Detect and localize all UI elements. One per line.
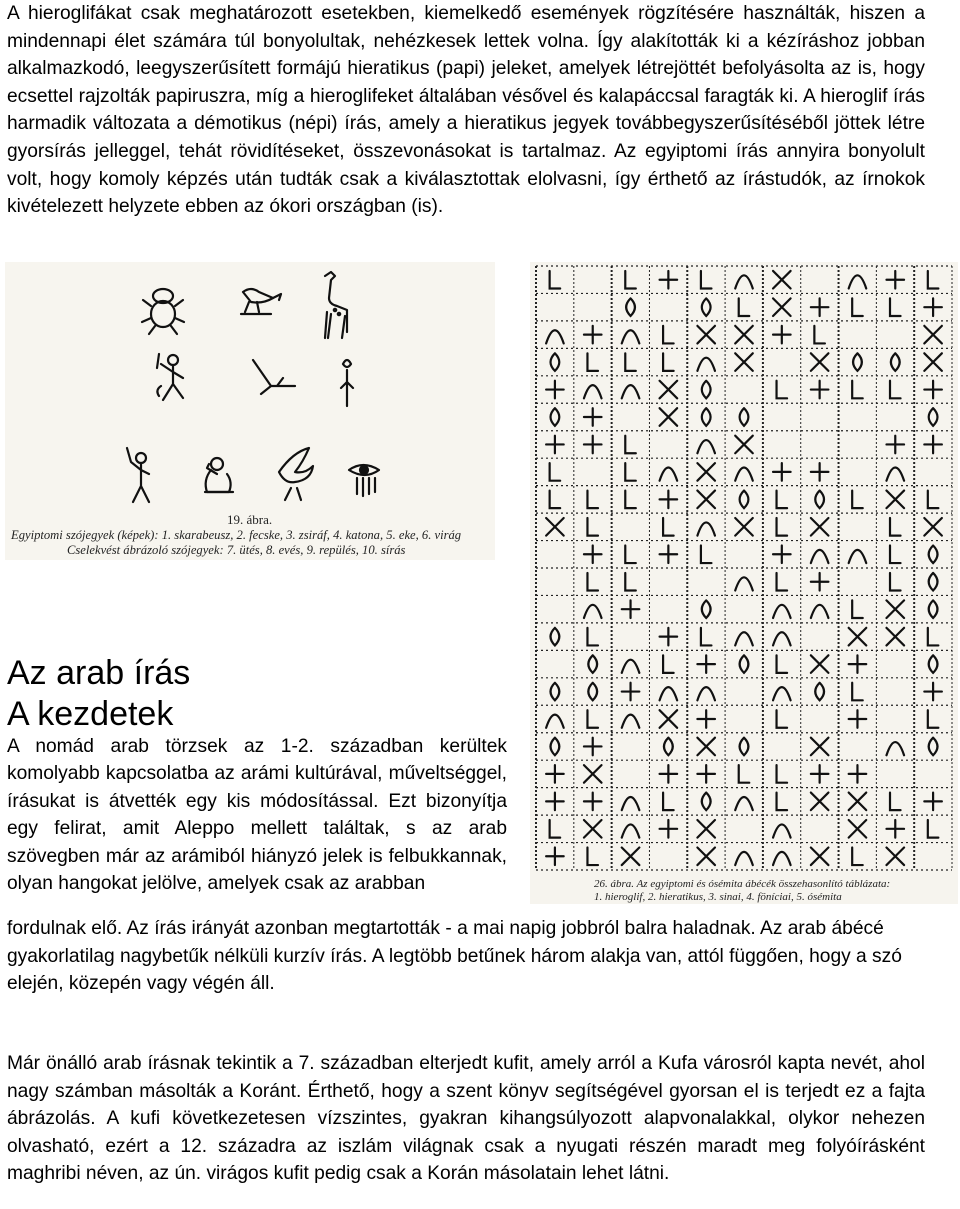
alphabet-glyph [587, 518, 598, 536]
alphabet-glyph [740, 655, 749, 673]
eating-glyph [205, 458, 233, 492]
alphabet-glyph [551, 683, 560, 701]
alphabet-glyph [891, 353, 900, 371]
alphabet-glyph [702, 600, 711, 618]
alphabet-glyph [890, 298, 901, 316]
beginnings-paragraph: A nomád arab törzsek az 1-2. században kerültek komolyabb kapcsolatba az arámi kultúrával, műveltséggel, írásukat is átvették egy kis módosítással. Ezt bizonyítja egy felirat, amit Aleppo mellett találtak, s az arab szövegben már az arámiból hiányzó jelek is felbukkannak, olyan hangokat jelölve, amelyek csak az arabban [7, 736, 507, 895]
alphabet-glyph [811, 605, 829, 618]
alphabet-glyph [546, 847, 564, 865]
intro-paragraph: A hieroglifákat csak meghatározott esetekben, kiemelkedő események rögzítésére használták, hiszen a mindennapi élet számára túl bonyolultak, nehézkesek lettek volna. Így alakították ki a kézíráshoz jobban alkalmazkodó, leegyszerűsített formájú hieratikus (papi) jeleket, amelyek létrejöttét befolyásolta az is, hogy ecsettel rajzolták papiruszra, míg a hieroglifeket általában vésővel és kalapáccsal faragták ki. A hieroglif írás harmadik változata a démotikus (népi) írás, amely a hieratikus jegyek továbbegyszerűsítéséből jöttek létre gyorsírás jelleggel, tehát rövidítéseket, összevonásokat is tartalmaz. Az egyiptomi írás annyira bonyolult volt, hogy komoly képzés után tudták csak a kiválasztottak elolvasni, így érthető az írástudók, az írnokok kivételezett helyzete ebben az ókori országban (is). [7, 3, 925, 218]
alphabet-glyph [697, 491, 715, 509]
alphabet-glyph [852, 298, 863, 316]
alphabet-glyph [660, 491, 678, 509]
alphabet-glyph [697, 463, 715, 481]
alphabet-glyph [928, 491, 939, 509]
alphabet-glyph [550, 820, 561, 838]
alphabet-glyph [852, 381, 863, 399]
alphabet-glyph [814, 326, 825, 344]
flower-glyph [341, 360, 353, 406]
alphabet-glyph [849, 765, 867, 783]
alphabet-glyph [811, 463, 829, 481]
alphabet-glyph [546, 436, 564, 454]
alphabet-glyph [890, 793, 901, 811]
alphabet-glyph [625, 271, 636, 289]
alphabet-glyph [625, 545, 636, 563]
alphabet-glyph [735, 518, 753, 536]
alphabet-glyph [886, 847, 904, 865]
alphabet-glyph [584, 385, 602, 398]
figure-19-label: 19. ábra. [227, 512, 273, 527]
alphabet-glyph [773, 463, 791, 481]
alphabet-glyph [587, 573, 598, 591]
alphabet-glyph [924, 381, 942, 399]
alphabet-glyph [584, 605, 602, 618]
alphabet-glyph [735, 275, 753, 288]
alphabet-glyph [886, 742, 904, 755]
alphabet-glyph [660, 545, 678, 563]
alphabet-glyph [773, 824, 791, 837]
alphabet-glyph [811, 353, 829, 371]
striking-glyph [127, 448, 149, 502]
alphabet-glyph [550, 491, 561, 509]
alphabet-glyph [735, 632, 753, 645]
alphabet-glyph [853, 353, 862, 371]
alphabet-glyph [740, 491, 749, 509]
alphabet-glyph [546, 793, 564, 811]
alphabet-glyph [777, 381, 788, 399]
alphabet-glyph [588, 683, 597, 701]
alphabet-glyph [777, 793, 788, 811]
alphabet-glyph [890, 545, 901, 563]
alphabet-glyph [924, 793, 942, 811]
alphabet-glyph [697, 440, 715, 453]
weeping-glyph [349, 465, 379, 496]
alphabet-glyph [811, 381, 829, 399]
alphabet-glyph [811, 655, 829, 673]
alphabet-glyph [735, 852, 753, 865]
section-heading: Az arab írás [7, 654, 191, 692]
alphabet-glyph [886, 491, 904, 509]
alphabet-glyph [928, 710, 939, 728]
alphabet-glyph [886, 600, 904, 618]
alphabet-glyph [584, 738, 602, 756]
alphabet-glyph [811, 298, 829, 316]
alphabet-glyph [587, 491, 598, 509]
alphabet-glyph [777, 710, 788, 728]
alphabet-glyph [886, 436, 904, 454]
alphabet-glyph [849, 275, 867, 288]
alphabet-glyph [546, 330, 564, 343]
alphabet-glyph [849, 628, 867, 646]
alphabet-glyph [811, 550, 829, 563]
alphabet-glyph [625, 353, 636, 371]
alphabet-glyph [625, 491, 636, 509]
alphabet-glyph [702, 298, 711, 316]
alphabet-glyph [849, 793, 867, 811]
figure-26-caption-line2: 1. hieroglif, 2. hieratikus, 3. sinai, 4. föníciai, 5. ósémita [594, 891, 842, 903]
alphabet-glyph [929, 573, 938, 591]
alphabet-glyph [886, 468, 904, 481]
soldier-glyph [157, 354, 183, 400]
alphabet-glyph [587, 353, 598, 371]
alphabet-glyph [740, 738, 749, 756]
alphabet-glyph [701, 271, 712, 289]
alphabet-glyph [660, 408, 678, 426]
alphabet-glyph [546, 765, 564, 783]
alphabet-glyph [929, 655, 938, 673]
alphabet-glyph [928, 628, 939, 646]
alphabet-glyph [622, 385, 640, 398]
alphabet-glyph [739, 298, 750, 316]
figure-26-caption-line1: 26. ábra. Az egyiptomi és ósémita ábécék összehasonlító táblázata: [594, 878, 891, 890]
alphabet-glyph [929, 600, 938, 618]
alphabet-glyph [701, 545, 712, 563]
alphabet-glyph [622, 600, 640, 618]
alphabet-glyph [625, 463, 636, 481]
alphabet-glyph [625, 436, 636, 454]
alphabet-glyph [660, 381, 678, 399]
subsection-heading: A kezdetek [7, 695, 174, 733]
alphabet-glyph [622, 715, 640, 728]
alphabet-glyph [625, 573, 636, 591]
alphabet-glyph [852, 491, 863, 509]
alphabet-glyph [550, 271, 561, 289]
alphabet-glyph [660, 687, 678, 700]
alphabet-glyph [890, 518, 901, 536]
alphabet-glyph [735, 326, 753, 344]
figure-19-hieroglyphs [5, 262, 495, 560]
alphabet-glyph [551, 353, 560, 371]
alphabet-glyph [929, 545, 938, 563]
alphabet-glyph [622, 847, 640, 865]
alphabet-glyph [773, 271, 791, 289]
alphabet-glyph [697, 326, 715, 344]
alphabet-glyph [702, 408, 711, 426]
alphabet-glyph [928, 271, 939, 289]
alphabet-glyph [849, 550, 867, 563]
alphabet-glyph [550, 463, 561, 481]
alphabet-glyph [924, 683, 942, 701]
alphabet-glyph [626, 298, 635, 316]
plough-glyph [253, 360, 295, 394]
alphabet-glyph [811, 738, 829, 756]
alphabet-glyph [890, 573, 901, 591]
alphabet-glyph [660, 710, 678, 728]
alphabet-glyph [697, 358, 715, 371]
alphabet-glyph [929, 738, 938, 756]
beginnings-paragraph-continued: fordulnak elő. Az írás irányát azonban megtartották - a mai napig jobbról balra haladnak. Az arab ábécé gyakorlatilag nagybetűk nélküli kurzív írás. A legtöbb betűnek három alakja van, attól függően, hogy a szó elején, közepén vagy végén áll. [7, 918, 902, 995]
figure-26-alphabet-table [530, 262, 958, 904]
alphabet-glyph [663, 655, 674, 673]
alphabet-glyph [849, 655, 867, 673]
alphabet-glyph [584, 793, 602, 811]
alphabet-glyph [886, 628, 904, 646]
alphabet-table-grid [530, 262, 958, 904]
alphabet-glyph [551, 408, 560, 426]
alphabet-glyph [702, 793, 711, 811]
alphabet-glyph [815, 491, 824, 509]
alphabet-glyph [735, 797, 753, 810]
alphabet-glyph [777, 491, 788, 509]
alphabet-glyph [697, 655, 715, 673]
alphabet-glyph [773, 687, 791, 700]
alphabet-glyph [777, 655, 788, 673]
alphabet-glyph [660, 820, 678, 838]
alphabet-glyph [697, 820, 715, 838]
alphabet-glyph [551, 628, 560, 646]
alphabet-glyph [663, 326, 674, 344]
alphabet-glyph [777, 573, 788, 591]
alphabet-glyph [660, 468, 678, 481]
alphabet-glyph [773, 605, 791, 618]
alphabet-glyph [773, 545, 791, 563]
alphabet-glyph [928, 820, 939, 838]
alphabet-glyph [584, 545, 602, 563]
alphabet-glyph [587, 710, 598, 728]
alphabet-glyph [663, 518, 674, 536]
figure-19-caption-line2: Cselekvést ábrázoló szójegyek: 7. ütés, 8. evés, 9. repülés, 10. sírás [67, 543, 406, 557]
alphabet-glyph [777, 765, 788, 783]
alphabet-glyph [701, 628, 712, 646]
alphabet-glyph [849, 820, 867, 838]
alphabet-glyph [924, 353, 942, 371]
alphabet-glyph [546, 715, 564, 728]
alphabet-glyph [815, 683, 824, 701]
alphabet-glyph [852, 683, 863, 701]
alphabet-glyph [622, 797, 640, 810]
alphabet-glyph [924, 298, 942, 316]
alphabet-glyph [584, 408, 602, 426]
alphabet-glyph [890, 381, 901, 399]
alphabet-glyph [551, 738, 560, 756]
alphabet-glyph [924, 518, 942, 536]
alphabet-glyph [886, 271, 904, 289]
alphabet-glyph [622, 330, 640, 343]
kufic-paragraph: Már önálló arab írásnak tekintik a 7. században elterjedt kufit, amely arról a Kufa városról kapta nevét, ahol nagy számban másolták a Koránt. Érthető, hogy a szent könyv segítségével gyorsan el is terjedt ez a fajta ábrázolás. A kufi következetesen vízszintes, gyakran kihangsúlyozott alapvonalakkal, olykor nehezen olvasható, ezért a 12. századra az iszlám világnak csak a nyugati részén maradt meg folyóírásként maghribi néven, az ún. virágos kufit pedig csak a Korán másolatain lehet látni. [7, 1053, 925, 1185]
alphabet-glyph [735, 353, 753, 371]
alphabet-glyph [735, 468, 753, 481]
alphabet-glyph [587, 847, 598, 865]
alphabet-glyph [740, 408, 749, 426]
alphabet-glyph [773, 632, 791, 645]
alphabet-glyph [622, 660, 640, 673]
alphabet-glyph [811, 518, 829, 536]
alphabet-glyph [697, 710, 715, 728]
alphabet-glyph [702, 381, 711, 399]
alphabet-glyph [852, 600, 863, 618]
alphabet-glyph [584, 765, 602, 783]
alphabet-glyph [697, 687, 715, 700]
alphabet-glyph [735, 577, 753, 590]
swallow-glyph [241, 289, 281, 314]
alphabet-glyph [584, 326, 602, 344]
alphabet-glyph [777, 518, 788, 536]
alphabet-glyph [924, 436, 942, 454]
alphabet-glyph [587, 628, 598, 646]
alphabet-glyph [588, 655, 597, 673]
figure-19-caption-line1: Egyiptomi szójegyek (képek): 1. skarabeusz, 2. fecske, 3. zsiráf, 4. katona, 5. eke, 6. virág [11, 528, 462, 542]
alphabet-glyph [663, 353, 674, 371]
alphabet-glyph [622, 824, 640, 837]
flying-glyph [279, 448, 313, 500]
alphabet-glyph [773, 852, 791, 865]
alphabet-glyph [584, 436, 602, 454]
alphabet-glyph [811, 847, 829, 865]
alphabet-glyph [664, 738, 673, 756]
alphabet-glyph [929, 408, 938, 426]
alphabet-glyph [811, 793, 829, 811]
alphabet-glyph [886, 820, 904, 838]
alphabet-glyph [660, 765, 678, 783]
alphabet-glyph [811, 573, 829, 591]
alphabet-glyph [584, 820, 602, 838]
alphabet-glyph [546, 381, 564, 399]
giraffe-glyph [325, 272, 347, 338]
alphabet-glyph [852, 847, 863, 865]
alphabet-glyph [924, 326, 942, 344]
alphabet-glyph [773, 326, 791, 344]
alphabet-glyph [660, 271, 678, 289]
alphabet-glyph [697, 765, 715, 783]
alphabet-glyph [849, 710, 867, 728]
alphabet-glyph [773, 298, 791, 316]
scarab-glyph [142, 289, 184, 334]
alphabet-glyph [735, 436, 753, 454]
alphabet-glyph [811, 765, 829, 783]
alphabet-glyph [660, 628, 678, 646]
alphabet-glyph [739, 765, 750, 783]
alphabet-glyph [697, 738, 715, 756]
alphabet-glyph [697, 522, 715, 535]
alphabet-glyph [697, 847, 715, 865]
alphabet-glyph [663, 793, 674, 811]
alphabet-glyph [546, 518, 564, 536]
alphabet-glyph [622, 683, 640, 701]
